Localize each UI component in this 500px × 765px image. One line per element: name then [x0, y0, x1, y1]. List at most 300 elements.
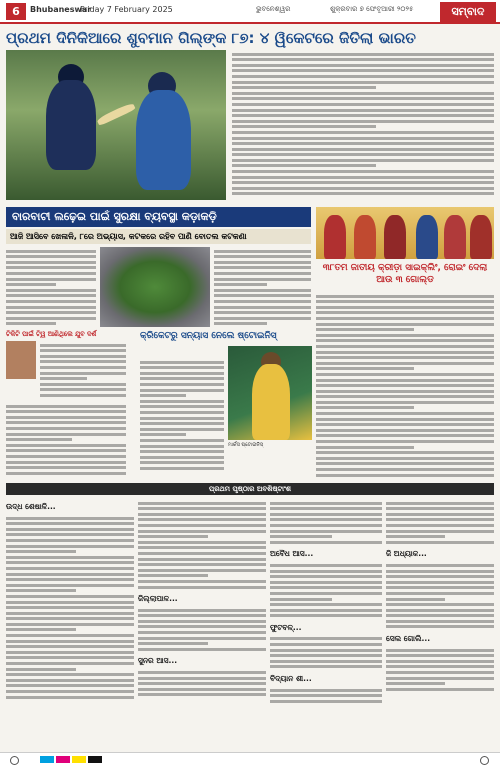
- registration-mark: [10, 756, 19, 765]
- text-line: [232, 137, 494, 140]
- text-line: [316, 440, 494, 443]
- text-line: [270, 654, 382, 657]
- text-line: [270, 575, 382, 578]
- text-line: [6, 294, 96, 297]
- text-line: [386, 671, 494, 674]
- games-body: [316, 292, 494, 477]
- text-line: [270, 570, 382, 573]
- text-line: [232, 81, 494, 84]
- text-line: [138, 693, 266, 696]
- text-line: [386, 513, 494, 516]
- text-line: [140, 389, 224, 392]
- text-line: [270, 507, 382, 510]
- text-line: [138, 625, 266, 628]
- text-line: [140, 411, 224, 414]
- stoinis-body: [140, 358, 224, 470]
- text-line: [316, 390, 494, 393]
- text-line: [6, 545, 134, 548]
- text-line: [270, 603, 382, 606]
- text-line: [6, 466, 126, 469]
- text-line: [6, 640, 134, 643]
- text-line: [232, 176, 494, 179]
- column-body: [386, 561, 494, 631]
- text-line: [6, 584, 134, 587]
- text-line: [386, 581, 494, 584]
- text-line: [214, 261, 311, 264]
- athlete-figure: [354, 215, 376, 259]
- text-line: [138, 546, 266, 549]
- bat-shape: [96, 102, 136, 126]
- text-line: [232, 69, 494, 72]
- text-line: [316, 317, 494, 320]
- text-line: [386, 502, 494, 505]
- text-line: [6, 306, 96, 309]
- player-figure: [252, 364, 290, 440]
- text-line: [270, 581, 382, 584]
- stoinis-caption: ମାର୍କସ ଷ୍ଟୋଇନିସ୍: [228, 442, 264, 448]
- text-line: [232, 164, 376, 167]
- text-line: [138, 586, 266, 589]
- text-line: [6, 449, 126, 452]
- column-heading: ସୁନର ଆସ...: [138, 656, 178, 666]
- column-body: [138, 606, 266, 653]
- text-line: [40, 383, 126, 386]
- text-line: [270, 524, 382, 527]
- text-line: [232, 125, 376, 128]
- text-line: [386, 598, 445, 601]
- text-line: [316, 345, 494, 348]
- text-line: [232, 86, 376, 89]
- text-line: [270, 609, 382, 612]
- text-line: [6, 673, 134, 676]
- text-line: [270, 598, 332, 601]
- text-line: [270, 592, 382, 595]
- text-line: [214, 311, 311, 314]
- text-line: [138, 614, 266, 617]
- masthead-logo: ସମ୍ବାଦ: [440, 2, 496, 22]
- issue-date-local: ଶୁକ୍ରବାର ୭ ଫେବୃଆରୀ ୨୦୨୫: [330, 5, 414, 13]
- text-line: [6, 589, 76, 592]
- text-line: [386, 682, 445, 685]
- text-line: [386, 677, 494, 680]
- text-line: [138, 513, 266, 516]
- text-line: [316, 451, 494, 454]
- text-line: [140, 366, 224, 369]
- text-line: [6, 317, 96, 320]
- text-line: [232, 103, 494, 106]
- stoinis-photo: [228, 346, 312, 440]
- text-line: [6, 522, 134, 525]
- text-line: [6, 634, 134, 637]
- text-line: [316, 362, 494, 365]
- text-line: [138, 620, 266, 623]
- column-body: [6, 514, 134, 701]
- text-line: [270, 694, 382, 697]
- text-line: [140, 445, 224, 448]
- ticket-story-body-cont: [6, 402, 126, 480]
- text-line: [232, 131, 494, 134]
- text-line: [6, 444, 126, 447]
- text-line: [6, 690, 134, 693]
- continuation-column-3: [270, 499, 382, 747]
- text-line: [138, 631, 266, 634]
- security-headline: ବାରବାଟୀ ଲଢ଼େଇ ପାଇଁ ସୁରକ୍ଷା ବ୍ୟବସ୍ଥା କଡ଼ାକଡ଼ି: [6, 207, 311, 227]
- ticket-story-photo: [6, 341, 36, 379]
- text-line: [214, 317, 311, 320]
- text-line: [316, 457, 494, 460]
- text-line: [386, 620, 494, 623]
- text-line: [232, 170, 494, 173]
- color-swatch: [88, 756, 102, 763]
- text-line: [270, 700, 382, 703]
- games-headline: ୩୮ତମ ଜାତୀୟ କ୍ରୀଡ଼ା ସାଇକ୍ଲିଂ, ରୋଇଂ ଦେଲା ଆଉ ୩ ଗୋଲ୍ଡ: [322, 263, 488, 285]
- column-body: [270, 499, 382, 546]
- text-line: [270, 665, 382, 668]
- text-line: [316, 468, 494, 471]
- text-line: [386, 586, 494, 589]
- text-line: [316, 429, 494, 432]
- text-line: [316, 462, 494, 465]
- text-line: [214, 255, 311, 258]
- text-line: [386, 665, 494, 668]
- text-line: [386, 592, 494, 595]
- text-line: [6, 455, 126, 458]
- text-line: [232, 64, 494, 67]
- text-line: [138, 648, 266, 651]
- text-line: [386, 654, 494, 657]
- text-line: [6, 250, 96, 253]
- text-line: [6, 410, 126, 413]
- color-swatch: [40, 756, 54, 763]
- text-line: [40, 355, 126, 358]
- text-line: [214, 266, 311, 269]
- player-figure: [136, 90, 191, 190]
- text-line: [316, 423, 494, 426]
- text-line: [6, 283, 56, 286]
- text-line: [270, 564, 382, 567]
- text-line: [386, 518, 494, 521]
- text-line: [6, 578, 134, 581]
- text-line: [140, 405, 224, 408]
- text-line: [138, 671, 266, 674]
- text-line: [386, 541, 494, 544]
- column-body: [270, 635, 382, 671]
- text-line: [316, 379, 494, 382]
- text-line: [232, 114, 494, 117]
- athlete-figure: [324, 215, 346, 259]
- print-registration-strip: [0, 752, 500, 765]
- text-line: [214, 278, 311, 281]
- column-body: [270, 686, 382, 705]
- text-line: [6, 679, 134, 682]
- text-line: [138, 688, 266, 691]
- text-line: [6, 539, 134, 542]
- text-line: [270, 535, 332, 538]
- text-line: [214, 322, 267, 325]
- text-line: [6, 556, 134, 559]
- text-line: [316, 373, 494, 376]
- text-line: [214, 289, 311, 292]
- text-line: [6, 300, 96, 303]
- cricket-photo: [6, 50, 226, 200]
- text-line: [270, 541, 382, 544]
- text-line: [270, 689, 382, 692]
- text-line: [138, 518, 266, 521]
- text-line: [138, 609, 266, 612]
- main-story-body: [232, 50, 494, 200]
- text-line: [138, 574, 208, 577]
- text-line: [316, 339, 494, 342]
- stadium-photo: [100, 247, 210, 327]
- column-heading: ବିଦ୍ୟାନ ଶୀ...: [270, 674, 312, 684]
- text-line: [6, 322, 56, 325]
- column-heading: ଜି ଅଧ୍ୟାକ...: [386, 549, 427, 559]
- text-line: [232, 97, 494, 100]
- text-line: [6, 595, 134, 598]
- text-line: [138, 502, 266, 505]
- text-line: [232, 159, 494, 162]
- continuation-section-title: ପ୍ରଥମ ପୃଷ୍ଠାର ଅବଶିଷ୍ଟାଂଶ: [6, 483, 494, 495]
- text-line: [140, 433, 186, 436]
- text-line: [6, 438, 72, 441]
- text-line: [386, 530, 494, 533]
- text-line: [232, 75, 494, 78]
- text-line: [138, 524, 266, 527]
- text-line: [270, 643, 382, 646]
- text-line: [138, 552, 266, 555]
- text-line: [270, 502, 382, 505]
- text-line: [6, 550, 76, 553]
- text-line: [6, 617, 134, 620]
- column-body: [138, 499, 266, 591]
- text-line: [316, 401, 494, 404]
- column-heading: ଜିଲ୍ଲାପାଳ...: [138, 594, 178, 604]
- text-line: [270, 637, 382, 640]
- text-line: [232, 192, 494, 195]
- text-line: [6, 311, 96, 314]
- text-line: [270, 649, 382, 652]
- text-line: [386, 660, 494, 663]
- text-line: [6, 421, 126, 424]
- text-line: [140, 428, 224, 431]
- athlete-figure: [470, 215, 492, 259]
- stoinis-headline: କ୍ରିକେଟରୁ ସନ୍ୟାସ ନେଲେ ଷ୍ଟୋଇନିସ୍: [140, 331, 277, 341]
- text-line: [40, 377, 87, 380]
- text-line: [386, 609, 494, 612]
- text-line: [214, 250, 311, 253]
- text-line: [6, 573, 134, 576]
- text-line: [6, 623, 134, 626]
- column-body: [270, 561, 382, 620]
- text-line: [140, 461, 224, 464]
- text-line: [6, 668, 76, 671]
- athlete-figure: [444, 215, 466, 259]
- text-line: [316, 474, 494, 477]
- text-line: [138, 642, 208, 645]
- text-line: [316, 434, 494, 437]
- text-line: [6, 255, 96, 258]
- text-line: [316, 323, 494, 326]
- text-line: [232, 142, 494, 145]
- text-line: [6, 528, 134, 531]
- text-line: [6, 612, 134, 615]
- page-number: 6: [6, 3, 26, 20]
- text-line: [140, 372, 224, 375]
- text-line: [140, 394, 186, 397]
- text-line: [140, 377, 224, 380]
- text-line: [6, 606, 134, 609]
- text-line: [6, 272, 96, 275]
- text-line: [6, 561, 134, 564]
- text-line: [40, 349, 126, 352]
- text-line: [40, 388, 126, 391]
- text-line: [140, 422, 224, 425]
- text-line: [214, 272, 311, 275]
- text-line: [138, 530, 266, 533]
- text-line: [6, 651, 134, 654]
- text-line: [386, 570, 494, 573]
- column-heading: ଅବୈଧ ଆସ...: [270, 549, 314, 559]
- text-line: [232, 120, 494, 123]
- text-line: [386, 649, 494, 652]
- text-line: [6, 533, 134, 536]
- text-line: [140, 439, 224, 442]
- column-body: [138, 668, 266, 699]
- column-heading: ସେଲ ଗୋଲି...: [386, 634, 431, 644]
- text-line: [316, 367, 414, 370]
- registration-mark: [480, 756, 489, 765]
- text-line: [6, 567, 134, 570]
- text-line: [232, 148, 494, 151]
- player-figure: [46, 80, 96, 170]
- text-line: [316, 306, 494, 309]
- text-line: [140, 467, 224, 470]
- text-line: [386, 507, 494, 510]
- text-line: [138, 507, 266, 510]
- text-line: [316, 446, 414, 449]
- text-line: [386, 564, 494, 567]
- text-line: [214, 283, 267, 286]
- athlete-figure: [416, 215, 438, 259]
- text-line: [316, 328, 414, 331]
- continuation-column-1: [6, 499, 134, 747]
- security-body-right: [214, 247, 311, 327]
- text-line: [6, 433, 126, 436]
- text-line: [270, 530, 382, 533]
- text-line: [386, 524, 494, 527]
- text-line: [386, 535, 445, 538]
- text-line: [316, 311, 494, 314]
- text-line: [6, 472, 126, 475]
- text-line: [316, 412, 494, 415]
- text-line: [214, 294, 311, 297]
- text-line: [316, 356, 494, 359]
- text-line: [386, 575, 494, 578]
- text-line: [214, 300, 311, 303]
- text-line: [386, 603, 494, 606]
- text-line: [316, 406, 414, 409]
- location-local: ଭୁବନେଶ୍ୱର: [256, 5, 291, 13]
- text-line: [6, 684, 134, 687]
- continuation-column-2: [138, 499, 266, 747]
- text-line: [270, 660, 382, 663]
- text-line: [386, 614, 494, 617]
- text-line: [270, 614, 382, 617]
- text-line: [138, 677, 266, 680]
- text-line: [316, 418, 494, 421]
- text-line: [270, 513, 382, 516]
- text-line: [40, 372, 126, 375]
- text-line: [316, 384, 494, 387]
- edition-name: Bhubaneswar: [30, 5, 92, 14]
- text-line: [138, 541, 266, 544]
- text-line: [6, 461, 126, 464]
- text-line: [6, 278, 96, 281]
- text-line: [316, 300, 494, 303]
- games-photo: [316, 207, 494, 259]
- text-line: [6, 601, 134, 604]
- text-line: [232, 181, 494, 184]
- column-body: [386, 499, 494, 546]
- text-line: [140, 383, 224, 386]
- text-line: [232, 58, 494, 61]
- text-line: [6, 696, 134, 699]
- text-line: [6, 517, 134, 520]
- main-headline: ପ୍ରଥମ ଦିନିକିଆରେ ଶୁବମାନ ଗିଲ୍ଙ୍କ ୮୭: ୪ ୱିକେଟରେ ଜିତିଲା ଭାରତ: [6, 29, 416, 47]
- text-line: [138, 569, 266, 572]
- text-line: [140, 417, 224, 420]
- text-line: [140, 450, 224, 453]
- text-line: [40, 344, 126, 347]
- text-line: [140, 361, 224, 364]
- athlete-figure: [384, 215, 406, 259]
- text-line: [138, 558, 266, 561]
- color-swatch: [72, 756, 86, 763]
- text-line: [6, 261, 96, 264]
- column-heading: ଉଦ୍ଧ ଶେଷାଳି...: [6, 502, 56, 511]
- text-line: [316, 334, 494, 337]
- text-line: [232, 109, 494, 112]
- text-line: [6, 628, 76, 631]
- text-line: [138, 563, 266, 566]
- column-body: [386, 646, 494, 693]
- text-line: [232, 53, 494, 56]
- ticket-story-headline: ଟିକିଟି ପାଇଁ ଟି୍ୱ ଆଣିଥିଲେ ଯୁବ ଦର୍ଶ: [6, 330, 97, 338]
- text-line: [386, 625, 494, 628]
- text-line: [232, 92, 494, 95]
- text-line: [316, 395, 494, 398]
- text-line: [6, 289, 96, 292]
- text-line: [316, 295, 494, 298]
- text-line: [40, 360, 126, 363]
- text-line: [232, 153, 494, 156]
- security-body-left: [6, 247, 96, 327]
- text-line: [138, 682, 266, 685]
- text-line: [232, 187, 494, 190]
- text-line: [6, 416, 126, 419]
- text-line: [138, 637, 266, 640]
- text-line: [386, 688, 494, 691]
- text-line: [6, 656, 134, 659]
- text-line: [316, 351, 494, 354]
- text-line: [40, 366, 126, 369]
- text-line: [6, 427, 126, 430]
- text-line: [138, 580, 266, 583]
- ticket-story-body: [40, 341, 126, 401]
- text-line: [6, 662, 134, 665]
- text-line: [6, 405, 126, 408]
- security-subheadline: ଆଜି ଆସିବେ ଖେଳାଳି, ୮ରେ ଅଭ୍ୟାସ, କଟକରେ ରହିବ ପାଣି ବୋତଲ କଟକଣା: [6, 229, 311, 244]
